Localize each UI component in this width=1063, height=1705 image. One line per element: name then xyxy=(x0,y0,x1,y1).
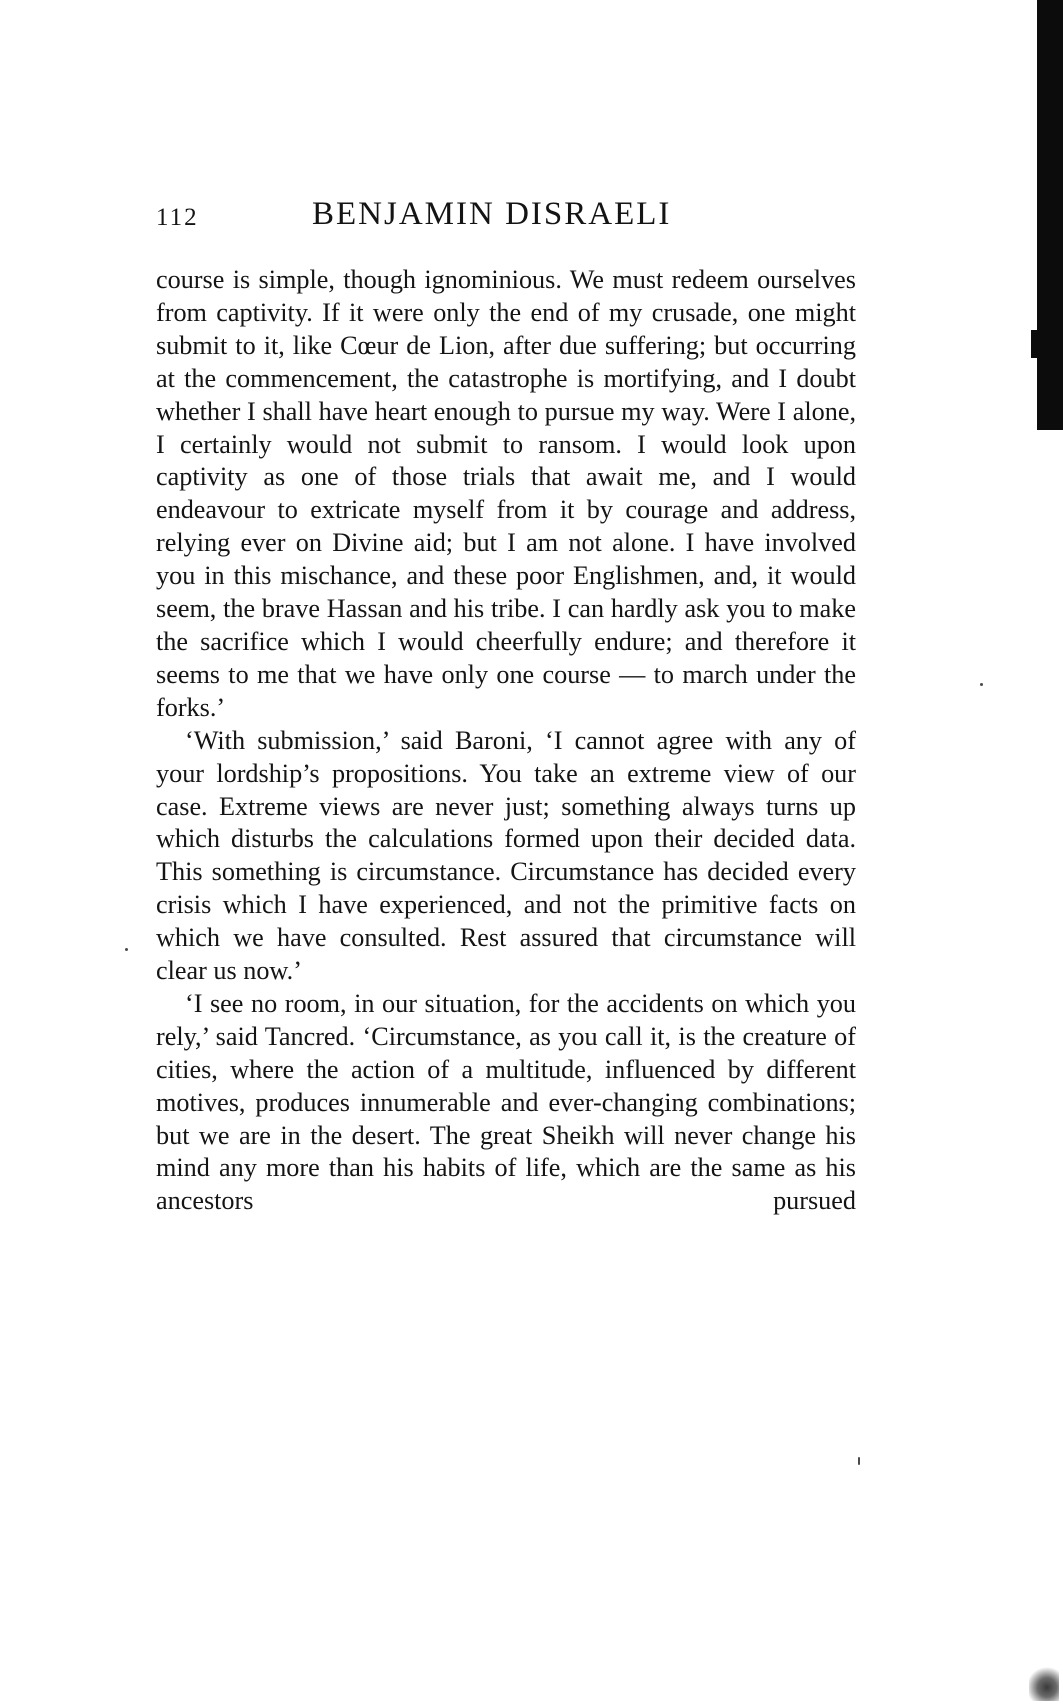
running-title: BENJAMIN DISRAELI xyxy=(312,196,672,232)
paragraph: ‘I see no room, in our situation, for the accidents on which you rely,’ said Tancred. ‘Circumstance, as you call it, is the creature of cities, where the action of a multitude, influenced by different motives, produces innumerable and ever-changing combinations; but we are in the desert. The great Sheikh will never change his mind any more than his habits of life, which are the same as his ancestors pursued xyxy=(156,988,856,1216)
paragraph: ‘With submission,’ said Baroni, ‘I cannot agree with any of your lordship’s propositions. You take an extreme view of our case. Extreme views are never just; something always turns up which disturbs the calculations formed upon their decided data. This something is circumstance. Circumstance has decided every crisis which I have experienced, and not the primitive facts on which we have consulted. Rest assured that circumstance will clear us now.’ xyxy=(156,725,856,986)
scan-edge-notch xyxy=(1031,330,1045,358)
running-header xyxy=(156,196,856,240)
scan-edge-shadow xyxy=(1037,0,1063,430)
speck xyxy=(980,683,983,686)
page-number: 112 xyxy=(156,204,199,231)
speck xyxy=(858,1457,860,1465)
corner-smudge xyxy=(1029,1667,1059,1701)
paragraph: course is simple, though ignominious. We must redeem ourselves from captivity. If it were only the end of my crusade, one might submit to it, like Cœur de Lion, after due suffering; but occurring at the commencement, the catastrophe is mortifying, and I doubt whether I shall have heart enough to pursue my way. Were I alone, I certainly would not submit to ransom. I would look upon captivity as one of those trials that await me, and I would endeavour to extricate myself from it by courage and address, relying ever on Divine aid; but I am not alone. I have involved you in this mischance, and these poor Englishmen, and, it would seem, the brave Hassan and his tribe. I can hardly ask you to make the sacrifice which I would cheerfully endure; and therefore it seems to me that we have only one course — to march under the forks.’ xyxy=(156,265,856,722)
speck xyxy=(125,948,128,951)
body-text xyxy=(156,264,856,1218)
